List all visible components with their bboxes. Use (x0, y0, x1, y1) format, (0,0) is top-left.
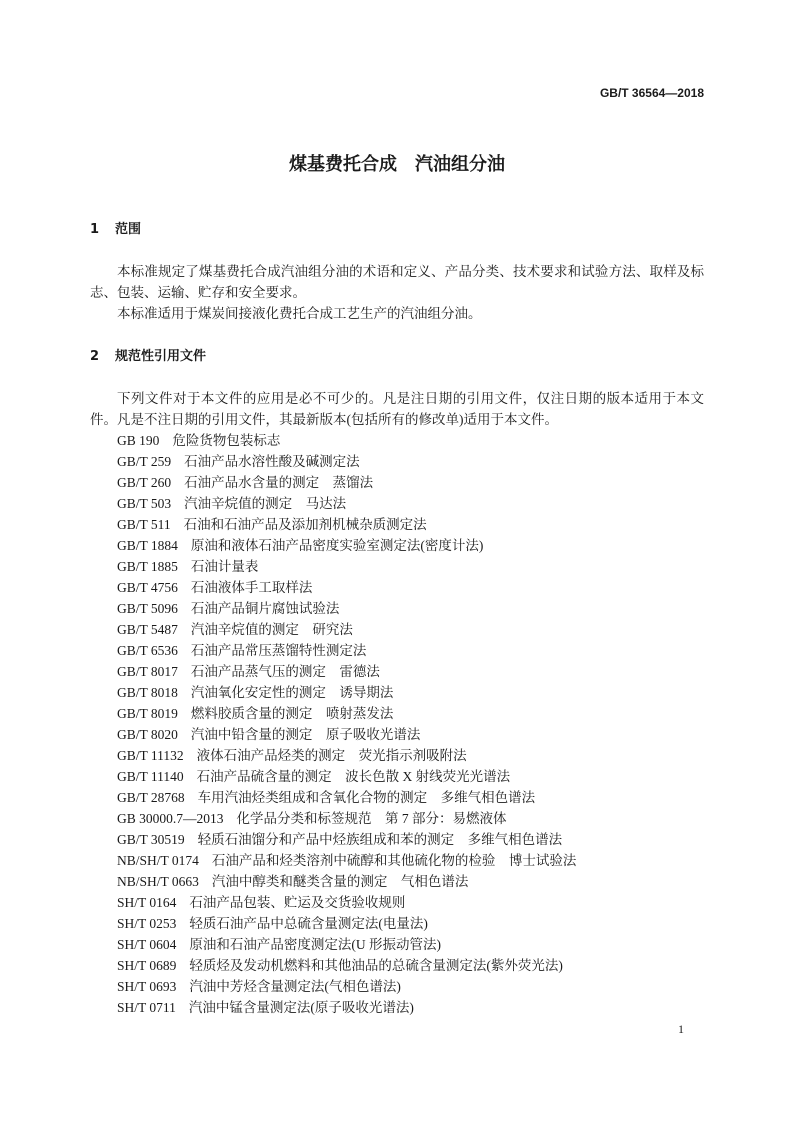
reference-item (90, 640, 704, 661)
section-title: 范围 (115, 222, 142, 237)
reference-item (90, 955, 704, 976)
reference-title: 汽油中醇类和醚类含量的测定 气相色谱法 (211, 874, 469, 889)
reference-title: 石油产品包装、贮运及交货验收规则 (189, 895, 406, 910)
section-number: 1 (90, 222, 100, 237)
paragraph-line: 本标准适用于煤炭间接液化费托合成工艺生产的汽油组分油。 (117, 306, 482, 321)
reference-code: GB/T 8018 (117, 685, 178, 700)
reference-item (90, 871, 704, 892)
reference-title: 石油产品常压蒸馏特性测定法 (190, 643, 367, 658)
reference-item (90, 619, 704, 640)
reference-item (90, 766, 704, 787)
document-title: 煤基费托合成 汽油组分油 (289, 154, 505, 175)
reference-item (90, 724, 704, 745)
section-number: 2 (90, 349, 100, 364)
reference-code: GB/T 5096 (117, 601, 178, 616)
reference-title: 轻质石油馏分和产品中烃族组成和苯的测定 多维气相色谱法 (197, 832, 563, 847)
reference-item (90, 577, 704, 598)
reference-code: GB/T 11132 (117, 748, 184, 763)
reference-title: 汽油氧化安定性的测定 诱导期法 (190, 685, 394, 700)
paragraph-line: 件。凡是不注日期的引用文件，其最新版本(包括所有的修改单)适用于本文件。 (90, 412, 558, 427)
reference-item (90, 451, 704, 472)
reference-title: 危险货物包装标志 (172, 433, 281, 448)
reference-code: SH/T 0253 (117, 916, 177, 931)
reference-title: 液体石油产品烃类的测定 荧光指示剂吸附法 (196, 748, 467, 763)
reference-code: GB/T 511 (117, 517, 171, 532)
reference-code: GB/T 503 (117, 496, 172, 511)
reference-item (90, 556, 704, 577)
reference-item (90, 598, 704, 619)
reference-item (90, 892, 704, 913)
reference-title: 轻质石油产品中总硫含量测定法(电量法) (189, 916, 428, 931)
paragraph-line: 下列文件对于本文件的应用是必不可少的。凡是注日期的引用文件，仅注日期的版本适用于本文 (117, 391, 704, 406)
reference-item (90, 493, 704, 514)
reference-code: GB/T 28768 (117, 790, 185, 805)
reference-code: SH/T 0164 (117, 895, 177, 910)
reference-code: SH/T 0604 (117, 937, 177, 952)
reference-code: SH/T 0689 (117, 958, 177, 973)
reference-title: 石油液体手工取样法 (190, 580, 313, 595)
reference-code: GB/T 8019 (117, 706, 178, 721)
reference-code: GB/T 259 (117, 454, 172, 469)
reference-title: 石油和石油产品及添加剂机械杂质测定法 (183, 517, 427, 532)
reference-title: 石油产品硫含量的测定 波长色散 X 射线荧光光谱法 (196, 769, 511, 784)
reference-title: 燃料胶质含量的测定 喷射蒸发法 (190, 706, 394, 721)
reference-code: GB/T 1885 (117, 559, 178, 574)
reference-item (90, 703, 704, 724)
reference-title: 原油和石油产品密度测定法(U 形振动管法) (189, 937, 442, 952)
reference-title: 化学品分类和标签规范 第 7 部分：易燃液体 (236, 811, 507, 826)
section-2-heading (90, 346, 206, 367)
reference-item (90, 430, 704, 451)
section-1-heading (90, 219, 141, 240)
reference-item (90, 808, 704, 829)
reference-item (90, 997, 704, 1018)
reference-title: 汽油中铅含量的测定 原子吸收光谱法 (190, 727, 421, 742)
section-2-body (90, 388, 704, 1018)
reference-title: 石油产品和烃类溶剂中硫醇和其他硫化物的检验 博士试验法 (211, 853, 577, 868)
section-title: 规范性引用文件 (115, 349, 207, 364)
page-number: 1 (678, 1022, 684, 1036)
reference-code: GB 190 (117, 433, 160, 448)
reference-item (90, 787, 704, 808)
reference-title: 轻质烃及发动机燃料和其他油品的总硫含量测定法(紫外荧光法) (189, 958, 563, 973)
reference-title: 汽油中芳烃含量测定法(气相色谱法) (189, 979, 401, 994)
reference-item (90, 829, 704, 850)
reference-title: 石油产品水含量的测定 蒸馏法 (184, 475, 374, 490)
reference-item (90, 661, 704, 682)
reference-code: GB/T 8020 (117, 727, 178, 742)
paragraph-line: 志、包装、运输、贮存和安全要求。 (90, 285, 306, 300)
reference-item (90, 745, 704, 766)
reference-title: 石油产品铜片腐蚀试验法 (190, 601, 340, 616)
reference-item (90, 682, 704, 703)
reference-title: 石油计量表 (190, 559, 259, 574)
reference-title: 汽油中锰含量测定法(原子吸收光谱法) (188, 1000, 414, 1015)
reference-code: NB/SH/T 0174 (117, 853, 199, 868)
reference-title: 汽油辛烷值的测定 马达法 (184, 496, 347, 511)
reference-item (90, 934, 704, 955)
reference-code: GB/T 6536 (117, 643, 178, 658)
reference-title: 原油和液体石油产品密度实验室测定法(密度计法) (190, 538, 484, 553)
reference-title: 汽油辛烷值的测定 研究法 (190, 622, 353, 637)
reference-code: GB/T 30519 (117, 832, 185, 847)
standard-number: GB/T 36564—2018 (599, 86, 704, 100)
reference-code: SH/T 0711 (117, 1000, 176, 1015)
reference-code: GB/T 11140 (117, 769, 184, 784)
reference-code: GB 30000.7—2013 (117, 811, 224, 826)
reference-title: 车用汽油烃类组成和含氧化合物的测定 多维气相色谱法 (197, 790, 536, 805)
reference-item (90, 976, 704, 997)
reference-item (90, 535, 704, 556)
paragraph-line: 本标准规定了煤基费托合成汽油组分油的术语和定义、产品分类、技术要求和试验方法、取样及标 (117, 264, 704, 279)
reference-item (90, 514, 704, 535)
reference-item (90, 472, 704, 493)
reference-title: 石油产品水溶性酸及碱测定法 (184, 454, 360, 469)
reference-code: GB/T 5487 (117, 622, 178, 637)
normative-references-list (90, 430, 704, 1018)
reference-code: GB/T 4756 (117, 580, 178, 595)
reference-code: SH/T 0693 (117, 979, 177, 994)
reference-code: GB/T 8017 (117, 664, 178, 679)
reference-code: NB/SH/T 0663 (117, 874, 199, 889)
section-1-body (90, 261, 704, 324)
reference-code: GB/T 260 (117, 475, 172, 490)
reference-code: GB/T 1884 (117, 538, 178, 553)
reference-title: 石油产品蒸气压的测定 雷德法 (190, 664, 380, 679)
reference-item (90, 850, 704, 871)
reference-item (90, 913, 704, 934)
